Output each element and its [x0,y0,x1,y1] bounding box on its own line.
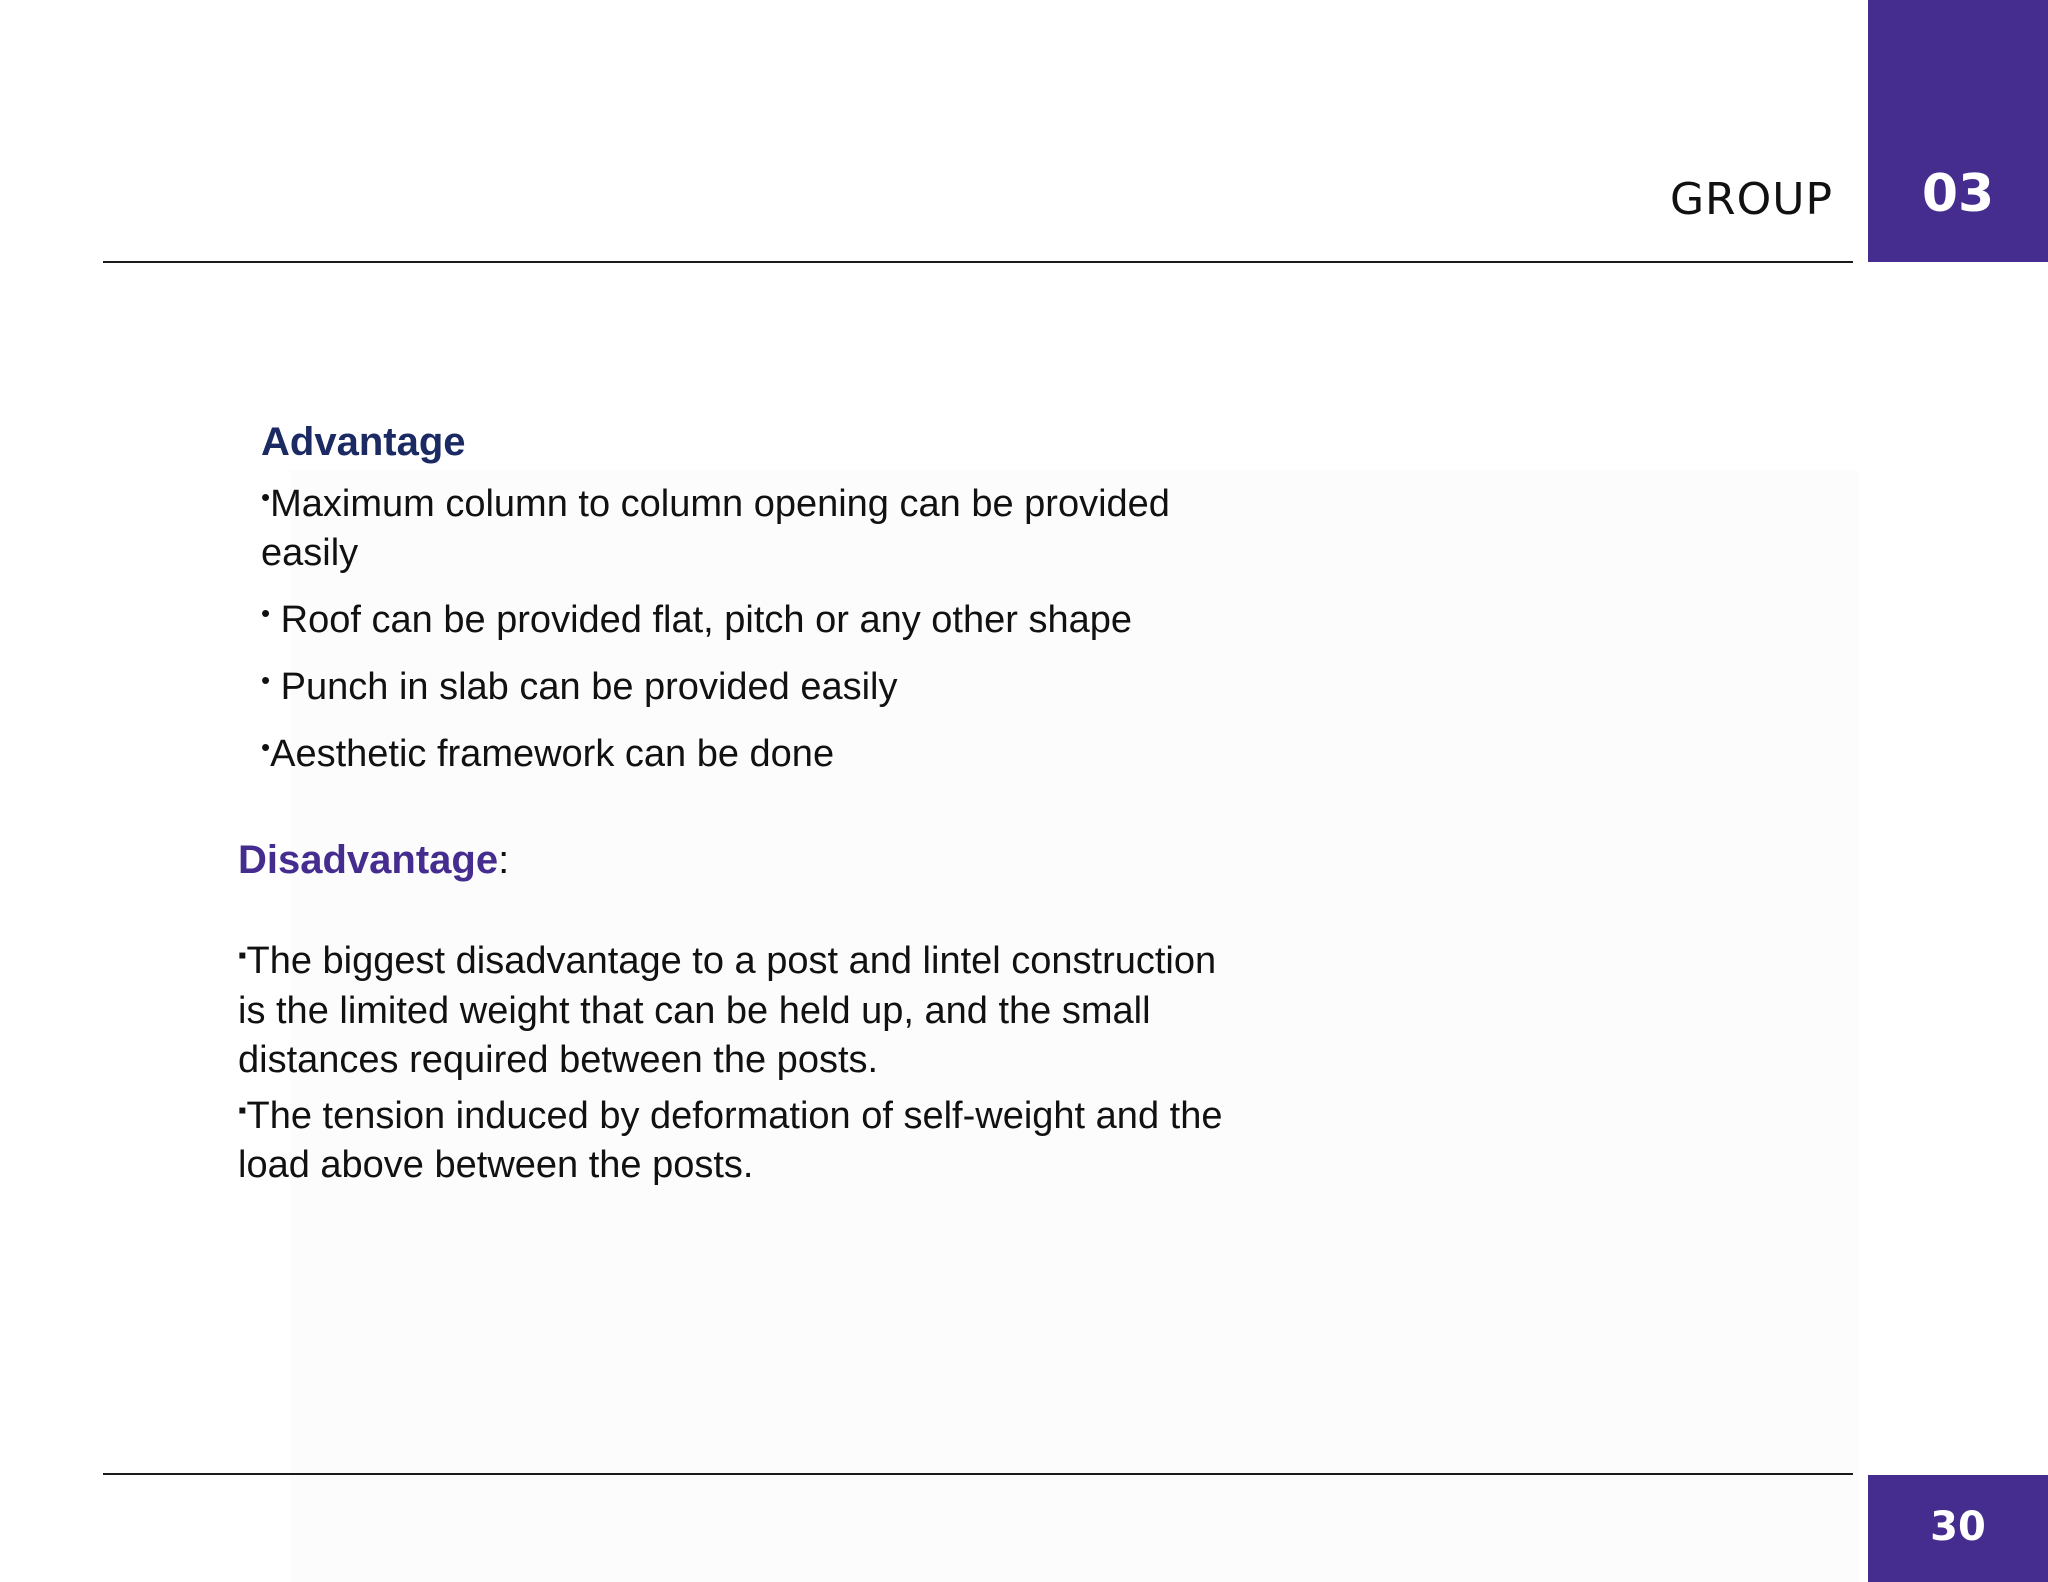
disadvantage-item-text: The biggest disadvantage to a post and lintel construction is the limited weight that can be held up, and the small distances required between the posts. [238,940,1217,1081]
disadvantage-item [238,931,1248,1086]
disadvantage-heading-colon: : [498,838,510,882]
disadvantage-section [238,833,1248,1191]
advantage-item [261,589,1241,645]
bullet-icon: • [261,482,271,512]
disadvantage-heading [238,833,1248,887]
bullet-icon: • [261,732,271,762]
bullet-icon: • [261,598,271,628]
footer-divider [103,1473,1853,1475]
advantage-item-text: Punch in slab can be provided easily [270,666,898,708]
page-badge [1868,1475,2048,1582]
disadvantage-heading-text: Disadvantage [238,838,499,882]
header-divider [103,261,1853,263]
group-badge [1868,0,2048,262]
square-bullet-icon: ▪ [238,1096,247,1124]
bullet-icon: • [261,665,271,695]
advantage-heading: Advantage [261,420,466,464]
group-label: GROUP [1669,174,1833,225]
advantage-item-text: Roof can be provided flat, pitch or any other shape [270,599,1132,641]
advantage-item-text: Aesthetic framework can be done [270,733,835,775]
advantage-item-text: Maximum column to column opening can be provided easily [261,483,1170,574]
group-number: 03 [1921,164,1995,224]
page-number: 30 [1930,1504,1986,1550]
disadvantage-item [238,1086,1248,1191]
advantage-item [261,723,1241,779]
advantage-section [261,415,1241,790]
advantage-item [261,473,1241,578]
advantage-item [261,656,1241,712]
disadvantage-item-text: The tension induced by deformation of self-weight and the load above between the posts. [238,1094,1223,1186]
square-bullet-icon: ▪ [238,942,247,969]
